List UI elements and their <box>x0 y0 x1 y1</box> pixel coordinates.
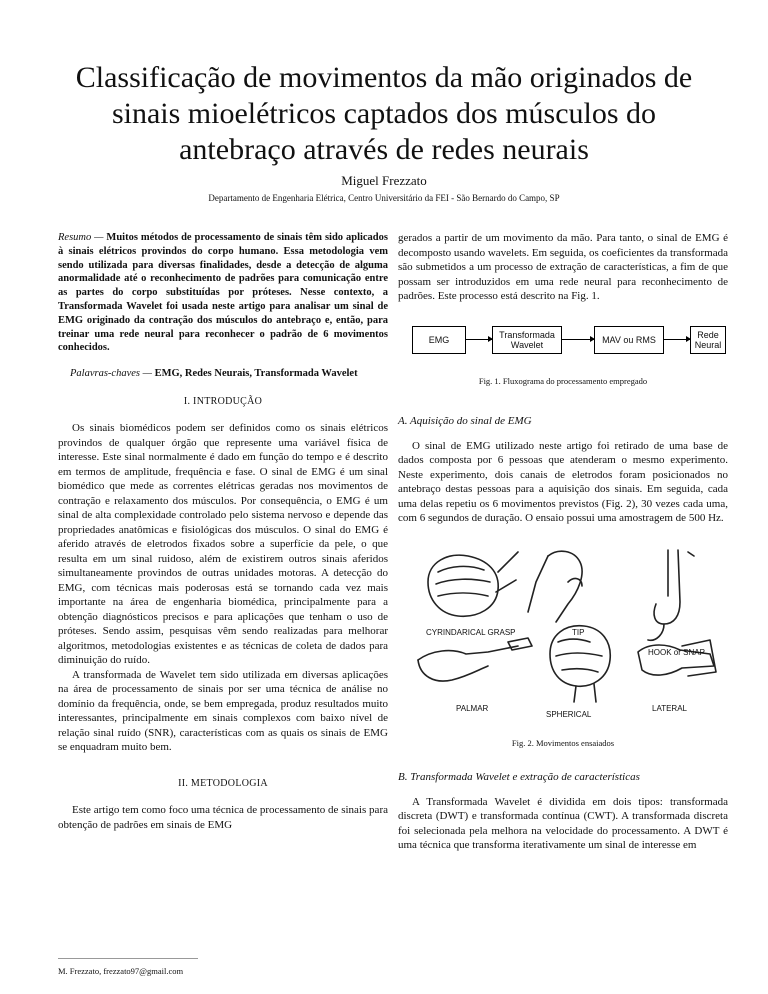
hand-label-hook-or-snap: HOOK or SNAP <box>648 647 705 657</box>
footnote-rule <box>58 958 198 959</box>
figure-1-caption: Fig. 1. Fluxograma do processamento empregado <box>478 375 648 386</box>
keywords-label: Palavras-chaves — <box>70 368 152 380</box>
methodology-paragraph-2: gerados a partir de um movimento da mão. Para tanto, o sinal de EMG é decomposto usando wavelets. Em seguida, os coeficientes da transformada são submetidos a um processo de extração de características, a fim de que possam ser introduzidos em uma rede neural para reconhecimento de padrões. Este processo está descrito na Fig. 1. <box>398 232 728 302</box>
flow-arrow-2 <box>562 339 594 340</box>
abstract-label: Resumo — <box>58 232 104 243</box>
author-name: Miguel Frezzato <box>341 173 427 188</box>
keywords <box>58 367 388 381</box>
flow-box-transformada: Transformada Wavelet <box>492 326 562 354</box>
flow-arrow-1 <box>466 339 492 340</box>
flow-box-emg: EMG <box>412 326 466 354</box>
flow-box-rede-neural: Rede Neural <box>690 326 726 354</box>
subsection-a-heading: A. Aquisição do sinal de EMG <box>398 415 532 427</box>
flowchart <box>398 320 728 360</box>
intro-paragraph-1: Os sinais biomédicos podem ser definidos como os sinais elétricos provindos de qualquer órgão que represente uma variável física de interesse. Este sinal normalmente é dado em função do tempo e é descrito em termos de amplitude, frequência e fase. O sinal de EMG é um sinal biomédico que mede as correntes elétricas geradas nos movimentos de contração e relaxamento dos músculos. Por consequência, o EMG é um sinal de alta complexidade controlado pelo sistema nervoso e depende das propriedades anatômicas e fisiológicas dos músculos. O sinal do EMG é aferido através de eletrodos fixados sobre a superfície da pele, o que resulta em um sinal ruidoso, além de existirem outros sinais aferidos simultaneamente provindos de outras unidades motoras. A detecção do EMG, com técnicas mais poderosas está se tornando cada vez mais importante na área de engenharia biomédica, principalmente para a obtenção diagnósticos precisos e para aplicações que tenham o uso de próteses. Sendo assim, pesquisas vêm sendo realizadas para melhorar algoritmos, metodologias existentes e as técnicas de coleta de dados para diminuição do ruído. <box>58 422 388 667</box>
flow-arrow-3 <box>664 339 690 340</box>
figure-2-hand-movements <box>398 542 728 722</box>
intro-paragraph-2: A transformada de Wavelet tem sido utilizada em diversas aplicações na área de processamento de sinais por ser uma técnica de análise no domínio da frequência, onde, se bem empregada, produz resultados muito interessantes, principalmente em sinais complexos com baixo nível de relação sinal ruído (SNR), características com as quais os sinais de EMG se enquadram muito bem. <box>58 668 388 754</box>
hand-label-tip: TIP <box>572 627 585 637</box>
abstract-text: Muitos métodos de processamento de sinais têm sido aplicados à sinais elétricos provindos do corpo humano. Essa metodologia vem sendo utilizada para diversas finalidades, desde a detecção de alguma anormalidade até o reconhecimento de padrões para comunicação entre as partes do corpo substituídas por próteses. Nesse contexto, a Transformada Wavelet foi usada neste artigo para analisar um sinal de EMG originado da contração dos músculos do antebraço e, então, para treinar uma rede neural para reconhecer o padrão de 6 movimentos conhecidos. <box>58 232 388 354</box>
section-heading-introducao: I. INTRODUÇÃO <box>183 395 263 407</box>
subsection-b-paragraph: A Transformada Wavelet é dividida em dois tipos: transformada discreta (DWT) e transformada contínua (CWT). A transformada discreta foi selecionada pela melhora na velocidade do processamento. A DWT é uma técnica que transforma iterativamente um sinal de interesse em <box>398 795 728 851</box>
hand-label-spherical: SPHERICAL <box>546 709 592 719</box>
flow-box-mav-rms: MAV ou RMS <box>594 326 664 354</box>
hand-label-palmar: PALMAR <box>456 703 489 713</box>
author-affiliation: Departamento de Engenharia Elétrica, Centro Universitário da FEI - São Bernardo do Campo, SP <box>208 193 560 203</box>
paper-title: Classificação de movimentos da mão originados de sinais mioelétricos captados dos músculos do antebraço através de redes neurais <box>75 61 693 166</box>
abstract <box>58 231 388 355</box>
keywords-text: EMG, Redes Neurais, Transformada Wavelet <box>151 368 358 380</box>
methodology-paragraph-1: Este artigo tem como foco uma técnica de processamento de sinais para obtenção de padrões em sinais de EMG <box>58 804 388 831</box>
figure-2-caption: Fig. 2. Movimentos ensaiados <box>511 737 615 748</box>
right-column <box>398 231 728 853</box>
author-footnote: M. Frezzato, frezzato97@gmail.com <box>58 966 184 976</box>
left-column <box>58 231 388 832</box>
section-heading-metodologia: II. METODOLOGIA <box>178 777 268 789</box>
hand-label-cylindrical-grasp: CYRINDARICAL GRASP <box>426 627 516 637</box>
subsection-b-heading: B. Transformada Wavelet e extração de características <box>398 771 640 783</box>
subsection-a-paragraph: O sinal de EMG utilizado neste artigo foi retirado de uma base de dados composta por 6 pessoas que atenderam o mesmo experimento. Neste experimento, dois canais de eletrodos foram posicionados no antebraço destas pessoas para a aquisição dos sinais. Em seguida, cada uma delas repetiu os 6 movimentos previstos (Fig. 2), 30 vezes cada uma, com 6 segundos de duração. O ensaio possui uma amostragem de 500 Hz. <box>398 439 728 524</box>
hand-label-lateral: LATERAL <box>652 703 687 713</box>
